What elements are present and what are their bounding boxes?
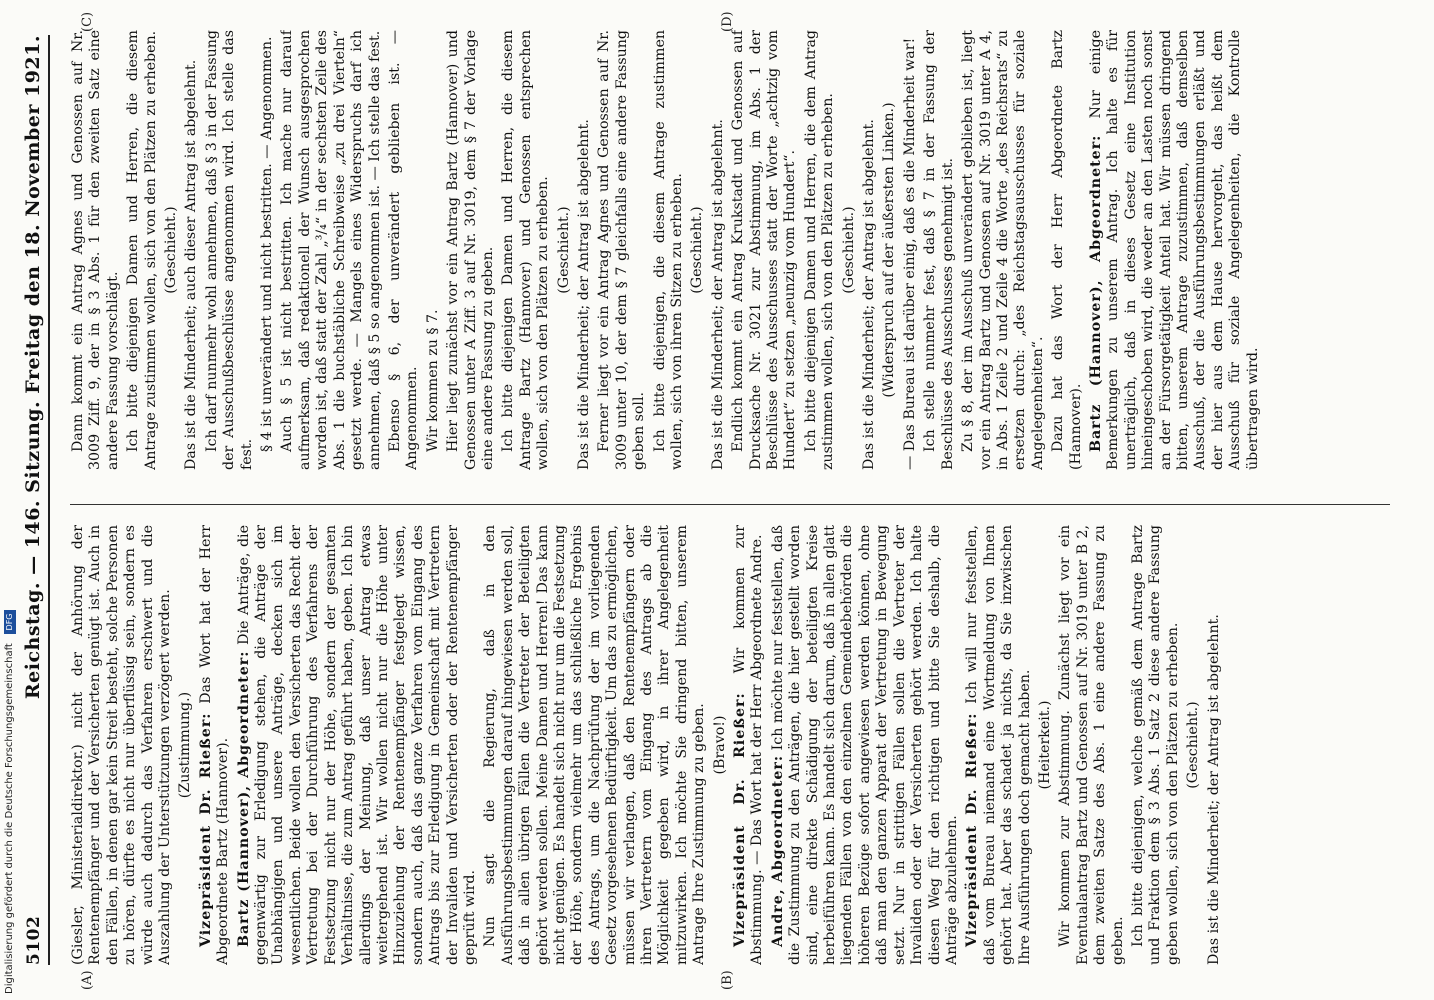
paragraph-text: Ich bitte diejenigen Damen und Herren, die dem Antrag zustimmen wollen, sich von den Plätzen zu erheben. [802, 30, 837, 470]
paragraph-text: Hier liegt zunächst vor ein Antrag Bartz (Hannover) und Genossen unter A Ziff. 3 auf Nr. 3019, dem § 7 der Vorlage eine andere Fassung zu geben. [445, 30, 496, 470]
paragraph-text: Dazu hat das Wort der Herr Abgeordnete Bartz (Hannover). [1050, 30, 1084, 470]
right-column-paragraph [259, 30, 276, 470]
paragraph-text: Wir kommen zu § 7. [424, 309, 441, 452]
paragraph-text: Ich bitte diejenigen Damen und Herren, die diesem Antrage zustimmen wollen, sich von den Plätzen zu erheben. [125, 30, 159, 470]
left-column-paragraph [1057, 525, 1127, 965]
left-column-paragraph [770, 525, 961, 965]
paragraph-text: § 4 ist unverändert und nicht bestritten. — Angenommen. [259, 36, 276, 452]
paragraph-text: Die Anträge, die gegenwärtig zur Erledigung stehen, die Anträge der Unabhängigen und unsere Anträge, decken sich im wesentlichen. Beide wollen den Versicherten das Recht der Vertretung bei der Durchführung des Verfahrens der Festsetzung nicht nur der Höhe, sondern der gesamten Verhältnisse, die zum Antrag geführt haben, geben. Ich bin allerdings der Meinung, daß unser Antrag etwas weitergehend ist. Wir wollen nicht nur die Höhe unter Hinzuziehung der Rentenempfänger festgelegt wissen, sondern auch, daß das ganze Verfahren vom Eingang des Antrags bis zur Erledigung in Gemeinschaft mit Vertretern der Invaliden und Versicherten oder der Rentenempfänger geprüft wird. [235, 525, 478, 965]
left-column-paragraph [1130, 525, 1182, 965]
paragraph-text: (Heiterkeit.) [1036, 700, 1053, 790]
paragraph-text: Ich darf nunmehr wohl annehmen, daß § 3 in der Fassung der Ausschußbeschlüsse angenommen wird. Ich stelle das fest. [203, 30, 255, 470]
left-column [70, 525, 1400, 965]
column-divider [70, 504, 1390, 505]
paragraph-text: Das ist die Minderheit; der Antrag ist abgelehnt. [1205, 614, 1222, 965]
paragraph-text: (Geschieht.) [555, 206, 572, 294]
margin-letter-d: (D) [720, 11, 735, 32]
speaker-name: Bartz (Hannover), Abgeordneter: [235, 650, 252, 947]
left-column-paragraph [732, 525, 767, 965]
right-column-paragraph [1088, 30, 1262, 470]
paragraph-text: — Das Bureau ist darüber einig, daß es die Minderheit war! [901, 37, 918, 470]
left-column-paragraph [712, 525, 729, 965]
right-column-paragraph [387, 30, 422, 470]
paragraph-text: Nun sagt die Regierung, daß in den Ausführungsbestimmungen darauf hingewiesen werden soll, daß in allen übrigen Fällen die Vertreter der Beteiligten gehört werden sollen. Meine Damen und Herren! Das kann nicht genügen. Es handelt sich nicht nur um die Festsetzung der Höhe, sondern vielmehr um das schließliche Ergebnis des Antrags, um die Nachprüfung der im vorliegenden Gesetz vorgesehenen Bedürftigkeit. Um das zu ermöglichen, müssen wir verlangen, daß den Rentenempfängern oder ihren Vertretern vom Eingang des Antrags ab die Möglichkeit gegeben wird, in ihrer Angelegenheit mitzuwirken. Ich möchte Sie dringend bitten, unserem Antrage Ihre Zustimmung zu geben. [482, 525, 708, 965]
right-column-paragraph [861, 30, 878, 470]
paragraph-text: Ich bitte diejenigen, die diesem Antrage zustimmen wollen, sich von ihren Sitzen zu erheben. [651, 30, 685, 470]
paragraph-text: Ich bitte diejenigen Damen und Herren, die diesem Antrage Bartz (Hannover) und Genossen entsprechen wollen, sich von den Plätzen zu erheben. [500, 30, 552, 470]
paragraph-text: Das ist die Minderheit; der Antrag ist abgelehnt. [575, 119, 592, 470]
right-column-paragraph [803, 30, 838, 470]
paragraph-text: (Geschieht.) [689, 206, 706, 294]
paragraph-text: Das ist die Minderheit; der Antrag ist abgelehnt. [709, 119, 726, 470]
right-column-paragraph [652, 30, 687, 470]
right-column-paragraph [556, 30, 573, 470]
right-column-paragraph [500, 30, 552, 470]
paragraph-text: Dann kommt ein Antrag Agnes und Genossen auf Nr. 3009 Ziff. 9, der in § 3 Abs. 1 für den zweiten Satz eine andere Fassung vorschlägt. [70, 30, 121, 470]
speaker-name: Andre, Abgeordneter: [769, 754, 786, 947]
paragraph-text: Ebenso § 6, der unverändert geblieben ist. — Angenommen. [386, 30, 421, 470]
paragraph-text: Endlich kommt ein Antrag Krukstadt und Genossen auf Drucksache Nr. 3021 zur Abstimmung, im Abs. 1 der Beschlüsse des Ausschusses statt der Worte „achtzig vom Hundert“ zu setzen „neunzig vom Hundert“. [730, 30, 799, 470]
left-column-paragraph [236, 525, 480, 965]
right-column-paragraph [163, 30, 180, 470]
paragraph-text: Ich stelle nunmehr fest, daß § 7 in der Fassung der Beschlüsse des Ausschusses genehmigt ist. [922, 30, 956, 470]
right-column-paragraph [841, 30, 858, 470]
paragraph-text: Zu § 8, der im Ausschuß unverändert geblieben ist, liegt vor ein Antrag Bartz und Genossen auf Nr. 3019 unter A 4, in Abs. 1 Zeile 2 und Zeile 4 die Worte „des Reichsrats“ zu ersetzen durch: „des Reichstagsausschusses für soziale Angelegenheiten“. [960, 30, 1046, 470]
margin-letter-b: (B) [720, 970, 735, 990]
digitization-note: Digitalisierung gefördert durch die Deutsche Forschungsgemeinschaft [4, 643, 15, 994]
speaker-name: Vizepräsident Dr. Rießer: [732, 692, 749, 947]
paragraph-text: (Geschieht.) [163, 206, 180, 294]
right-column-paragraph [183, 30, 200, 470]
page-title: Reichstag. — 146. Sitzung. Freitag den 18. November 1921. [22, 35, 44, 700]
right-column-paragraph [1050, 30, 1085, 470]
paragraph-text: Ich möchte nur feststellen, daß die Zustimmung zu den Anträgen, die hier gestellt worden sind, eine direkte Schädigung der beteiligten Kreise herbeiführen kann. Es handelt sich darum, daß in allen glatt liegenden Fällen von den einzelnen Gemeindebehörden die höheren Bezüge sofort angewiesen werden können, ohne daß man den ganzen Apparat der Vertretung in Bewegung setzt. Nur in strittigen Fällen sollen die Vertreter der Invaliden oder der Versicherten gehört werden. Ich halte diesen Weg für den richtigen und bitte Sie deshalb, die Anträge abzulehnen. [769, 525, 960, 965]
right-column-paragraph [204, 30, 256, 470]
right-column-paragraph [445, 30, 497, 470]
left-column-paragraph [70, 525, 174, 965]
running-header [18, 35, 50, 965]
paragraph-text: Ich will nur feststellen, daß vom Bureau niemand eine Wortmeldung von Ihnen gehört hat. Aber das schadet ja nichts, da Sie inzwischen Ihre Ausführungen doch gemacht haben. [964, 525, 1033, 965]
right-column-paragraph [125, 30, 160, 470]
paragraph-text: Ferner liegt vor ein Antrag Agnes und Genossen auf Nr. 3009 unter 10, der dem § 7 gleichfalls eine andere Fassung geben soll. [596, 30, 648, 470]
left-column-paragraph [1037, 525, 1054, 965]
margin-letter-a: (A) [80, 970, 95, 990]
right-column-paragraph [730, 30, 800, 470]
paragraph-text: Das ist die Minderheit; der Antrag ist abgelehnt. [861, 119, 878, 470]
speaker-name: Bartz (Hannover), Abgeordneter: [1087, 134, 1104, 452]
paragraph-text: Das Wort hat der Herr Abgeordnete Bartz (Hannover). [197, 525, 232, 965]
speaker-name: Vizepräsident Dr. Rießer: [964, 712, 981, 947]
dfg-logo: DFG [4, 610, 16, 634]
paragraph-text: Wir kommen zur Abstimmung. Zunächst liegt vor ein Eventualantrag Bartz und Genossen auf Nr. 3019 unter B 2, dem zweiten Satze des Abs. 1 eine andere Fassung zu geben. [1057, 525, 1126, 965]
paragraph-text: (Bravo!) [711, 715, 728, 775]
right-column-paragraph [922, 30, 957, 470]
right-column-paragraph [710, 30, 727, 470]
left-column-paragraph [964, 525, 1034, 965]
right-column [70, 30, 1400, 470]
left-column-paragraph [1185, 525, 1202, 965]
paragraph-text: Wir kommen zur Abstimmung. — Das Wort hat der Herr Abgeordnete Andre. [732, 525, 766, 965]
page-number: 5102 [24, 915, 44, 965]
right-column-paragraph [689, 30, 706, 470]
paragraph-text: (Giesler, Ministerialdirektor.) nicht der Anhörung der Rentenempfänger und der Versicherten genügt ist. Auch in den Fällen, in denen gar kein Streit besteht, solche Personen zu hören, dürfte es nicht nur überflüssig sein, sondern es würde auch dadurch das Verfahren erschwert und die Auszahlung der Unterstützungen verzögert werden. [70, 525, 174, 965]
right-column-paragraph [596, 30, 648, 470]
paragraph-text: Ich bitte diejenigen, welche gemäß dem Antrage Bartz und Fraktion dem § 3 Abs. 1 Satz 2 diese andere Fassung geben wollen, sich von den Plätzen zu erheben. [1129, 525, 1181, 965]
paragraph-text: Auch § 5 ist nicht bestritten. Ich mache nur darauf aufmerksam, daß redaktionell der Wunsch ausgesprochen worden ist, daß statt der Zahl „³/₄“ in der sechsten Zeile des Abs. 1 die buchstäbliche Schreibweise „zu drei Vierteln“ gesetzt werde. — Mangels eines Widerspruchs darf ich annehmen, daß § 5 so angenommen ist. — Ich stelle das fest. [279, 30, 383, 470]
right-column-paragraph [881, 30, 898, 470]
margin-letter-c: (C) [80, 11, 95, 32]
right-column-paragraph [279, 30, 383, 470]
paragraph-text: (Geschieht.) [1185, 701, 1202, 789]
paragraph-text: Nur einige Bemerkungen zu unserem Antrag. Ich halte es für unerträglich, daß in dieses Gesetz eine Institution hineingeschoben wird, die weder an den Lasten noch sonst an der Fürsorgetätigkeit Anteil hat. Wir müssen dringend bitten, unserem Antrage zuzustimmen, daß demselben Ausschuß, der die Ausführungsbestimmungen erläßt und der hier aus dem Hause hervorgeht, das heißt dem Ausschuß für soziale Angelegenheiten, die Kontrolle übertragen wird. [1087, 30, 1261, 470]
left-column-paragraph [482, 525, 708, 965]
left-column-paragraph [198, 525, 233, 965]
left-column-paragraph [177, 525, 194, 965]
footer-strip [4, 600, 18, 994]
left-column-paragraph [1206, 525, 1223, 965]
right-column-paragraph [960, 30, 1047, 470]
paragraph-text: Das ist die Minderheit; auch dieser Antrag ist abgelehnt. [183, 59, 200, 470]
right-column-paragraph [902, 30, 919, 470]
speaker-name: Vizepräsident Dr. Rießer: [197, 712, 214, 947]
right-column-paragraph [70, 30, 122, 470]
right-column-paragraph [576, 30, 593, 470]
paragraph-text: (Zustimmung.) [177, 691, 194, 799]
paragraph-text: (Geschieht.) [840, 206, 857, 294]
paragraph-text: (Widerspruch auf der äußersten Linken.) [881, 102, 898, 398]
right-column-paragraph [425, 30, 442, 470]
